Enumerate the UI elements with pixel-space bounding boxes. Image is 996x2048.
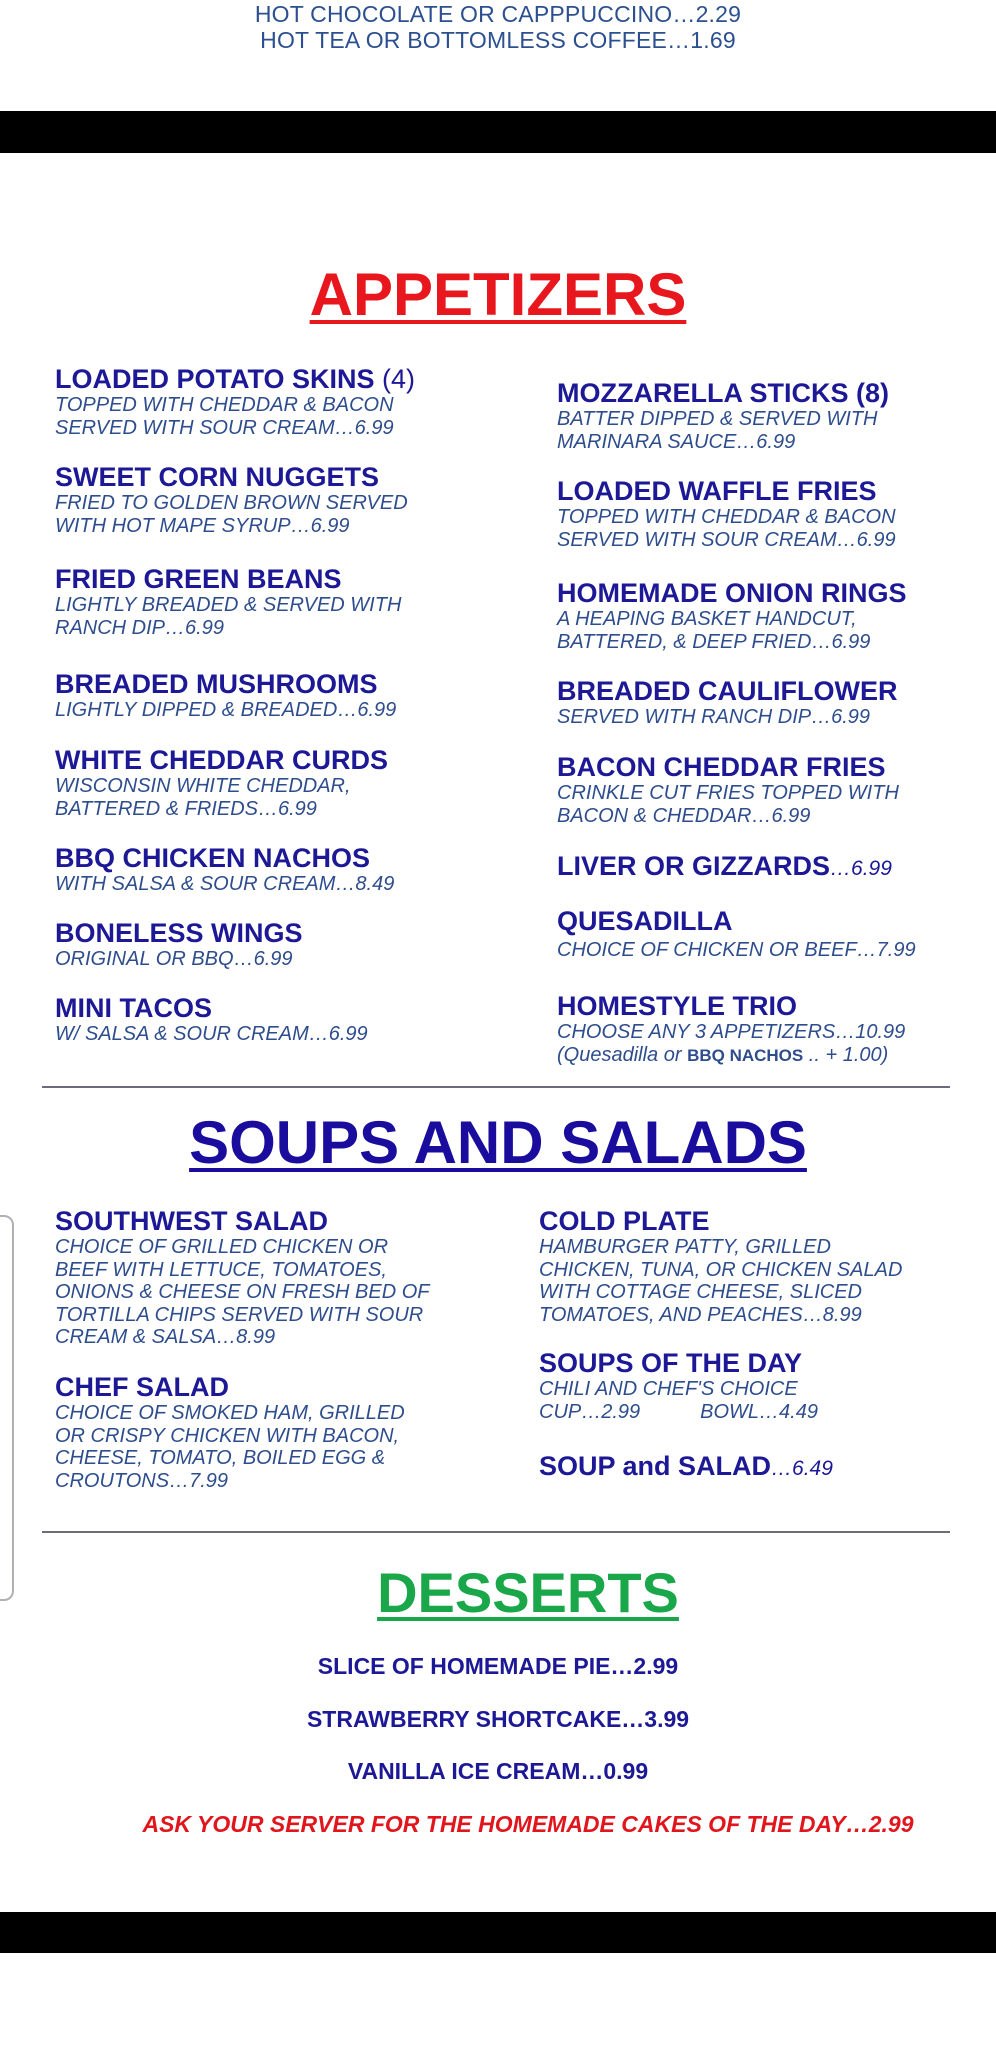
menu-item: CHEF SALAD CHOICE OF SMOKED HAM, GRILLED OR CRISPY CHICKEN WITH BACON, CHEESE, TOMATO, BOILED EGG & CROUTONS…7.99 — [55, 1372, 405, 1492]
menu-item: HOMESTYLE TRIO CHOOSE ANY 3 APPETIZERS…10.99 (Quesadilla or BBQ NACHOS .. + 1.00) — [557, 991, 906, 1066]
menu-item: BREADED MUSHROOMS LIGHTLY DIPPED & BREADED…6.99 — [55, 669, 397, 721]
menu-item: MINI TACOS W/ SALSA & SOUR CREAM…6.99 — [55, 993, 368, 1045]
bottom-divider-bar — [0, 1912, 996, 1953]
desserts-title: DESSERTS — [377, 1561, 679, 1624]
menu-item: WHITE CHEDDAR CURDS WISCONSIN WHITE CHEDDAR, BATTERED & FRIEDS…6.99 — [55, 745, 388, 820]
menu-item: QUESADILLA CHOICE OF CHICKEN OR BEEF…7.99 — [557, 906, 916, 961]
beverage-line-2: HOT TEA OR BOTTOMLESS COFFEE…1.69 — [260, 27, 736, 53]
appetizers-title: APPETIZERS — [309, 261, 687, 328]
scroll-edge-handle[interactable] — [0, 1215, 14, 1601]
menu-item: HOMEMADE ONION RINGS A HEAPING BASKET HANDCUT, BATTERED, & DEEP FRIED…6.99 — [557, 578, 907, 653]
menu-item: LOADED POTATO SKINS (4) TOPPED WITH CHEDDAR & BACON SERVED WITH SOUR CREAM…6.99 — [55, 364, 416, 439]
menu-item: BACON CHEDDAR FRIES CRINKLE CUT FRIES TOPPED WITH BACON & CHEDDAR…6.99 — [557, 752, 899, 827]
menu-item: FRIED GREEN BEANS LIGHTLY BREADED & SERVED WITH RANCH DIP…6.99 — [55, 564, 402, 639]
beverage-line-1: HOT CHOCOLATE OR CAPPPUCCINO…2.29 — [254, 1, 742, 27]
menu-item: SOUTHWEST SALAD CHOICE OF GRILLED CHICKEN OR BEEF WITH LETTUCE, TOMATOES, ONIONS & CHEESE ON FRESH BED OF TORTILLA CHIPS SERVED WITH SOUR CREAM & SALSA…8.99 — [55, 1206, 430, 1348]
soups-salads-title: SOUPS AND SALADS — [189, 1109, 807, 1176]
menu-item: SOUP and SALAD…6.49 — [539, 1451, 833, 1481]
menu-item: LIVER OR GIZZARDS…6.99 — [557, 851, 892, 881]
menu-item: LOADED WAFFLE FRIES TOPPED WITH CHEDDAR & BACON SERVED WITH SOUR CREAM…6.99 — [557, 476, 896, 551]
dessert-note: ASK YOUR SERVER FOR THE HOMEMADE CAKES OF THE DAY…2.99 — [142, 1811, 914, 1837]
dessert-item: VANILLA ICE CREAM…0.99 — [347, 1758, 649, 1784]
section-divider — [42, 1086, 950, 1088]
top-divider-bar — [0, 111, 996, 153]
section-divider — [42, 1531, 950, 1533]
menu-item: SWEET CORN NUGGETS FRIED TO GOLDEN BROWN SERVED WITH HOT MAPE SYRUP…6.99 — [55, 462, 408, 537]
menu-item: SOUPS OF THE DAY CHILI AND CHEF'S CHOICE CUP…2.99 BOWL…4.49 — [539, 1348, 818, 1423]
menu-item: MOZZARELLA STICKS (8) BATTER DIPPED & SERVED WITH MARINARA SAUCE…6.99 — [557, 378, 889, 453]
menu-item: COLD PLATE HAMBURGER PATTY, GRILLED CHICKEN, TUNA, OR CHICKEN SALAD WITH COTTAGE CHEESE, SLICED TOMATOES, AND PEACHES…8.99 — [539, 1206, 903, 1326]
menu-item: BREADED CAULIFLOWER SERVED WITH RANCH DIP…6.99 — [557, 676, 898, 728]
dessert-item: STRAWBERRY SHORTCAKE…3.99 — [306, 1706, 690, 1732]
dessert-item: SLICE OF HOMEMADE PIE…2.99 — [317, 1653, 679, 1679]
menu-item: BBQ CHICKEN NACHOS WITH SALSA & SOUR CREAM…8.49 — [55, 843, 395, 895]
menu-item: BONELESS WINGS ORIGINAL OR BBQ…6.99 — [55, 918, 303, 970]
